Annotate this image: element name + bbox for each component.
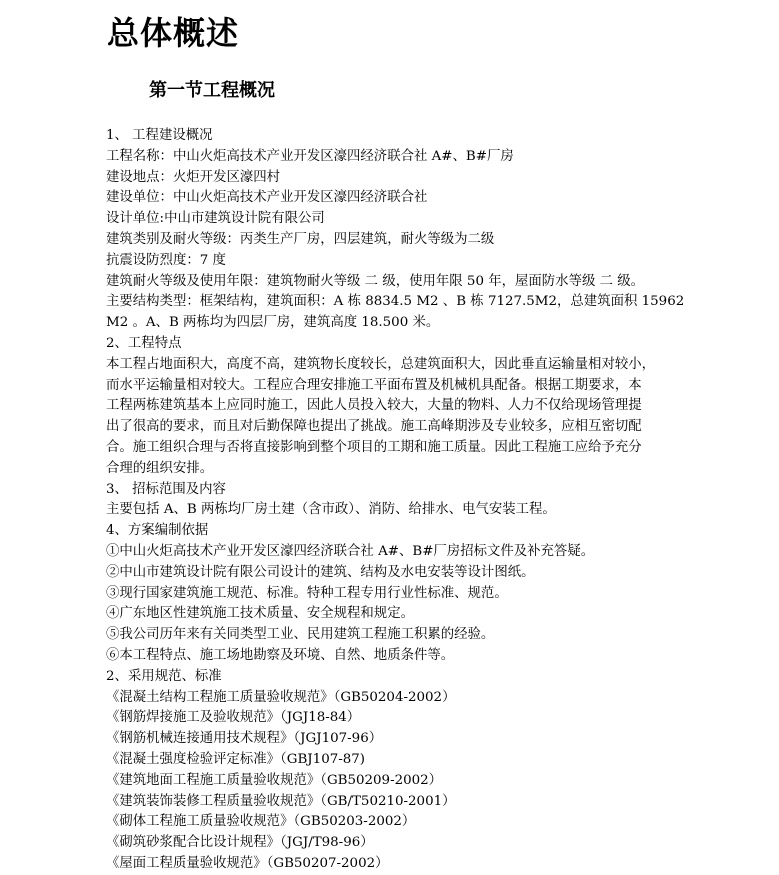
heading-line: 1、 工程建设概况	[106, 128, 213, 143]
basis-item: ⑤我公司历年来有关同类型工业、民用建筑工程施工积累的经验。	[106, 627, 495, 643]
standard-item: 《建筑装饰装修工程质量验收规范》（GB/T50210-2001）	[106, 793, 456, 809]
text-line: 合理的组织安排。	[106, 460, 214, 476]
body-text	[106, 126, 685, 875]
document-title: 总体概述	[107, 14, 240, 52]
text-line: 工程两栋建筑基本上应同时施工，因此人员投入较大，大量的物料、人力不仅给现场管理提	[106, 398, 642, 414]
text-line: 设计单位:中山市建筑设计院有限公司	[106, 211, 325, 227]
text-line: 抗震设防烈度：7 度	[106, 252, 226, 268]
text-line: 工程名称：中山火炬高技术产业开发区濠四经济联合社 A#、B#厂房	[106, 148, 514, 164]
text-line: 建设地点：火炬开发区濠四村	[106, 169, 281, 185]
text-line: 合。施工组织合理与否将直接影响到整个项目的工期和施工质量。因此工程施工应给予充分	[106, 439, 642, 455]
standard-item: 《钢筋机械连接通用技术规程》（JGJ107-96）	[106, 731, 383, 747]
standard-item: 《屋面工程质量验收规范》（GB50207-2002）	[106, 855, 389, 871]
text-line: 建筑类别及耐火等级：丙类生产厂房，四层建筑，耐火等级为二级	[106, 231, 495, 247]
text-line: 主要结构类型：框架结构，建筑面积：A 栋 8834.5 M2 、B 栋 7127.5M2，总建筑面积 15962	[106, 294, 685, 310]
basis-item: ②中山市建筑设计院有限公司设计的建筑、结构及水电安装等设计图纸。	[106, 564, 535, 580]
text-line: 主要包括 A、B 两栋均厂房土建（含市政）、消防、给排水、电气安装工程。	[106, 502, 556, 518]
standard-item: 《建筑地面工程施工质量验收规范》（GB50209-2002）	[106, 772, 443, 788]
basis-item: ①中山火炬高技术产业开发区濠四经济联合社 A#、B#厂房招标文件及补充答疑。	[106, 543, 595, 559]
standard-item: 《砌筑砂浆配合比设计规程》（JGJ/T98-96）	[106, 835, 374, 851]
basis-item: ③现行国家建筑施工规范、标准。特种工程专用行业性标准、规范。	[106, 585, 508, 601]
text-line: 出了很高的要求，而且对后勤保障也提出了挑战。施工高峰期涉及专业较多，应相互密切配	[106, 419, 642, 435]
text-line: 本工程占地面积大，高度不高，建筑物长度较长，总建筑面积大，因此垂直运输量相对较小，	[106, 356, 656, 372]
standard-item: 《砌体工程施工质量验收规范》（GB50203-2002）	[106, 814, 416, 830]
text-line: 建设单位：中山火炬高技术产业开发区濠四经济联合社	[106, 190, 428, 206]
heading-line: 4、方案编制依据	[106, 523, 209, 539]
standard-item: 《混凝土强度检验评定标准》（GBJ107-87)	[106, 751, 366, 767]
standard-item: 《钢筋焊接施工及验收规范》（JGJ18-84）	[106, 710, 361, 726]
standard-item: 《混凝土结构工程施工质量验收规范》（GB50204-2002）	[106, 689, 456, 705]
heading-line: 2、工程特点	[106, 335, 182, 351]
section-title: 第一节工程概况	[149, 80, 275, 101]
heading-line: 3、 招标范围及内容	[106, 481, 226, 497]
basis-item: ⑥本工程特点、施工场地勘察及环境、自然、地质条件等。	[106, 647, 455, 663]
text-line: 建筑耐火等级及使用年限：建筑物耐火等级 二 级，使用年限 50 年，屋面防水等级 二 级。	[106, 273, 645, 289]
text-line: M2 。A、B 两栋均为四层厂房，建筑高度 18.500 米。	[106, 315, 440, 331]
basis-item: ④广东地区性建筑施工技术质量、安全规程和规定。	[106, 606, 414, 622]
heading-line: 2、采用规范、标准	[106, 668, 222, 684]
text-line: 而水平运输量相对较大。工程应合理安排施工平面布置及机械机具配备。根据工期要求，本	[106, 377, 642, 393]
